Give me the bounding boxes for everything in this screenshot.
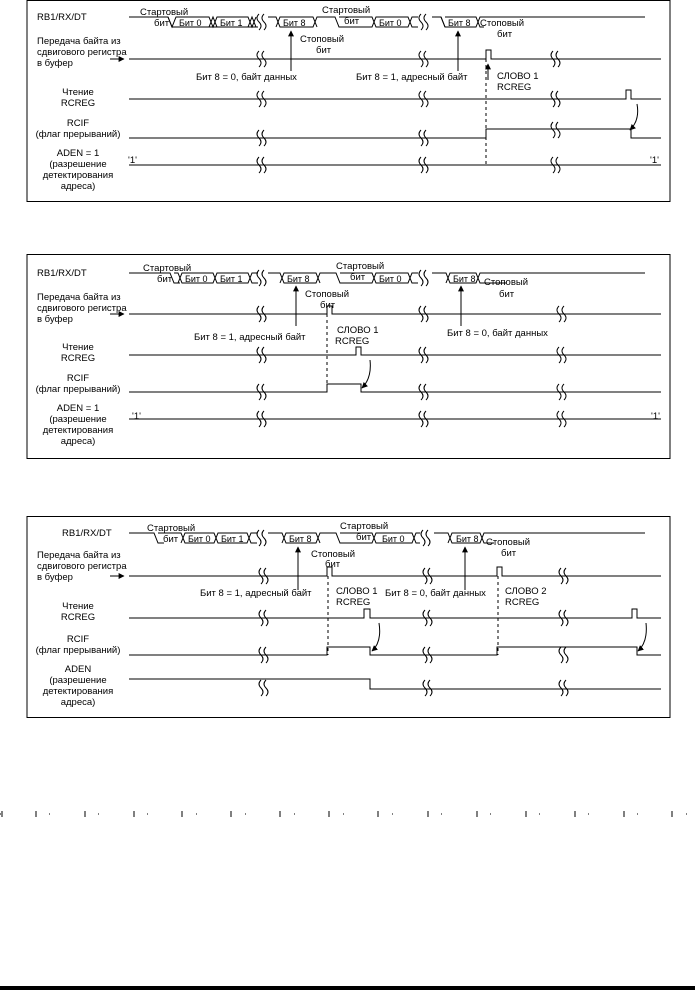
read-waveform bbox=[129, 609, 661, 618]
aden-label-line2: (разрешение bbox=[49, 414, 107, 425]
break-mark bbox=[421, 530, 430, 546]
aden-value-left: '1' bbox=[132, 411, 141, 422]
bit-label: Бит 8 bbox=[289, 534, 312, 544]
break-mark bbox=[257, 530, 266, 546]
stop-bit-2-line2: бит bbox=[501, 548, 517, 559]
start-bit-1-line1: Стартовый bbox=[147, 523, 196, 534]
word2-label-line2: RCREG bbox=[505, 597, 540, 608]
stop-bit-1-line1: Стоповый bbox=[305, 289, 349, 300]
start-bit-1-line1: Стартовый bbox=[143, 263, 192, 274]
bit-label: Бит 8 bbox=[448, 18, 471, 28]
read-label-line1: Чтение bbox=[62, 87, 94, 98]
read-label-line2: RCREG bbox=[60, 612, 96, 623]
transfer-waveform bbox=[129, 50, 661, 59]
read-label-line1: Чтение bbox=[62, 342, 94, 353]
transfer-waveform bbox=[129, 567, 661, 576]
diagram-1 bbox=[27, 1, 670, 202]
diagram-3-text bbox=[36, 521, 547, 708]
start-bit-2-line1: Стартовый bbox=[340, 521, 389, 532]
word-label-line1: СЛОВО 1 bbox=[497, 71, 539, 82]
aden-label-line4: адреса) bbox=[60, 181, 96, 192]
rcif-clear-arrow bbox=[638, 623, 646, 651]
bit-label: Бит 0 bbox=[185, 274, 208, 284]
rcif-label-line1: RCIF bbox=[66, 118, 90, 129]
note-bit8-2: Бит 8 = 0, байт данных bbox=[447, 328, 548, 339]
stop-bit-2-line1: Стоповый bbox=[480, 18, 524, 29]
start-bit-1-line1: Стартовый bbox=[140, 7, 189, 18]
bit-label: Бит 0 bbox=[179, 18, 202, 28]
start-bit-2-line1: Стартовый bbox=[336, 261, 385, 272]
rcif-waveform bbox=[129, 129, 661, 138]
stop-bit-2-line2: бит bbox=[497, 29, 513, 40]
diagram-3 bbox=[27, 517, 670, 718]
stop-bit-1-line1: Стоповый bbox=[300, 34, 344, 45]
note-bit8-2: Бит 8 = 1, адресный байт bbox=[356, 72, 468, 83]
aden-label-line2: (разрешение bbox=[49, 159, 107, 170]
note-bit8-1: Бит 8 = 0, байт данных bbox=[196, 72, 297, 83]
break-mark bbox=[259, 680, 268, 696]
word-label-line2: RCREG bbox=[497, 82, 532, 93]
rcif-label-line1: RCIF bbox=[66, 634, 90, 645]
word-label-line1: СЛОВО 1 bbox=[336, 586, 378, 597]
rcif-label-line1: RCIF bbox=[66, 373, 90, 384]
bit-label: Бит 1 bbox=[220, 274, 243, 284]
stop-bit-2-line1: Стоповый bbox=[484, 277, 528, 288]
rx-waveform bbox=[129, 533, 164, 543]
note-bit8-1: Бит 8 = 1, адресный байт bbox=[194, 332, 306, 343]
rcif-clear-arrow bbox=[630, 104, 638, 130]
bit-label: Бит 0 bbox=[379, 18, 402, 28]
bottom-rule bbox=[0, 986, 695, 990]
aden-label-line3: детектирования bbox=[42, 686, 114, 697]
aden-label-line4: адреса) bbox=[60, 697, 96, 708]
stop-bit-2-line1: Стоповый bbox=[486, 537, 530, 548]
diagram-3-frame bbox=[27, 517, 670, 718]
transfer-label-line2: сдвигового регистра bbox=[37, 47, 127, 58]
start-bit-2-line1: Стартовый bbox=[322, 5, 371, 16]
break-mark bbox=[257, 270, 266, 286]
aden-waveform bbox=[129, 679, 661, 689]
diagram-2 bbox=[27, 255, 670, 459]
aden-value-right: '1' bbox=[651, 411, 660, 422]
stop-bit-1-line2: бит bbox=[316, 45, 332, 56]
note-bit8-2: Бит 8 = 0, байт данных bbox=[385, 588, 486, 599]
aden-label-line1: ADEN = 1 bbox=[56, 403, 100, 414]
diagram-2-frame bbox=[27, 255, 670, 459]
word2-label-line1: СЛОВО 2 bbox=[505, 586, 547, 597]
aden-label-line4: адреса) bbox=[60, 436, 96, 447]
rcif-waveform bbox=[129, 647, 661, 655]
bit-label: Бит 8 bbox=[453, 274, 476, 284]
transfer-label-line3: в буфер bbox=[37, 58, 73, 69]
rcif-clear-arrow bbox=[362, 360, 370, 388]
start-bit-1-line2: бит bbox=[157, 274, 173, 285]
bit-label: Бит 0 bbox=[379, 274, 402, 284]
pin-label: RB1/RX/DT bbox=[62, 528, 112, 539]
note-bit8-1: Бит 8 = 1, адресный байт bbox=[200, 588, 312, 599]
aden-label-line1: ADEN = 1 bbox=[56, 148, 100, 159]
rcif-clear-arrow bbox=[372, 623, 380, 651]
rx-seg3b bbox=[441, 17, 445, 27]
transfer-label-line3: в буфер bbox=[37, 572, 73, 583]
word-label-line2: RCREG bbox=[336, 597, 371, 608]
page-separator bbox=[0, 811, 695, 817]
transfer-label-line1: Передача байта из bbox=[37, 36, 121, 47]
break-mark bbox=[559, 647, 568, 663]
start-bit-2-line2: бит bbox=[344, 16, 360, 27]
aden-label-line1: ADEN bbox=[64, 664, 92, 675]
bit-label: Бит 8 bbox=[287, 274, 310, 284]
transfer-label-line1: Передача байта из bbox=[37, 292, 121, 303]
break-mark bbox=[559, 680, 568, 696]
start-bit-1-line2: бит bbox=[154, 18, 170, 29]
start-bit-2-line2: бит bbox=[350, 272, 366, 283]
aden-value-left: '1' bbox=[128, 155, 137, 166]
stop-bit-1-line2: бит bbox=[320, 300, 336, 311]
transfer-waveform bbox=[129, 306, 661, 314]
rx-waveform bbox=[129, 273, 180, 283]
transfer-label-line2: сдвигового регистра bbox=[37, 561, 127, 572]
transfer-label-line3: в буфер bbox=[37, 314, 73, 325]
rcif-label-line2: (флаг прерываний) bbox=[35, 129, 121, 140]
word-label-line1: СЛОВО 1 bbox=[337, 325, 379, 336]
pin-label: RB1/RX/DT bbox=[37, 268, 87, 279]
rcif-waveform bbox=[129, 384, 661, 392]
stop-bit-1-line1: Стоповый bbox=[311, 549, 355, 560]
rcif-label-line2: (флаг прерываний) bbox=[35, 645, 121, 656]
start-bit-2-line2: бит bbox=[356, 532, 372, 543]
transfer-label-line1: Передача байта из bbox=[37, 550, 121, 561]
bit-label: Бит 1 bbox=[221, 534, 244, 544]
read-waveform bbox=[129, 90, 661, 99]
start-bit-1-line2: бит bbox=[163, 534, 179, 545]
rcif-label-line2: (флаг прерываний) bbox=[35, 384, 121, 395]
bit-label: Бит 0 bbox=[382, 534, 405, 544]
break-mark bbox=[419, 270, 428, 286]
read-label-line2: RCREG bbox=[60, 353, 96, 364]
aden-value-right: '1' bbox=[650, 155, 659, 166]
stop-bit-2-line2: бит bbox=[499, 289, 515, 300]
rx-seg2c bbox=[340, 533, 420, 543]
read-label-line2: RCREG bbox=[60, 98, 96, 109]
bit-label: Бит 8 bbox=[456, 534, 479, 544]
aden-label-line3: детектирования bbox=[42, 170, 114, 181]
break-mark bbox=[257, 14, 266, 30]
transfer-label-line2: сдвигового регистра bbox=[37, 303, 127, 314]
aden-label-line3: детектирования bbox=[42, 425, 114, 436]
aden-label-line2: (разрешение bbox=[49, 675, 107, 686]
read-label-line1: Чтение bbox=[62, 601, 94, 612]
bit-label: Бит 1 bbox=[220, 18, 243, 28]
word-label-line2: RCREG bbox=[335, 336, 370, 347]
break-mark bbox=[423, 680, 432, 696]
bit-label: Бит 8 bbox=[283, 18, 306, 28]
bit-label: Бит 0 bbox=[188, 534, 211, 544]
pin-label: RB1/RX/DT bbox=[37, 12, 87, 23]
break-mark bbox=[551, 122, 560, 138]
read-waveform bbox=[129, 347, 661, 355]
diagram-1-frame bbox=[27, 1, 670, 202]
stop-bit-1-line2: бит bbox=[325, 559, 341, 570]
break-mark bbox=[419, 14, 428, 30]
